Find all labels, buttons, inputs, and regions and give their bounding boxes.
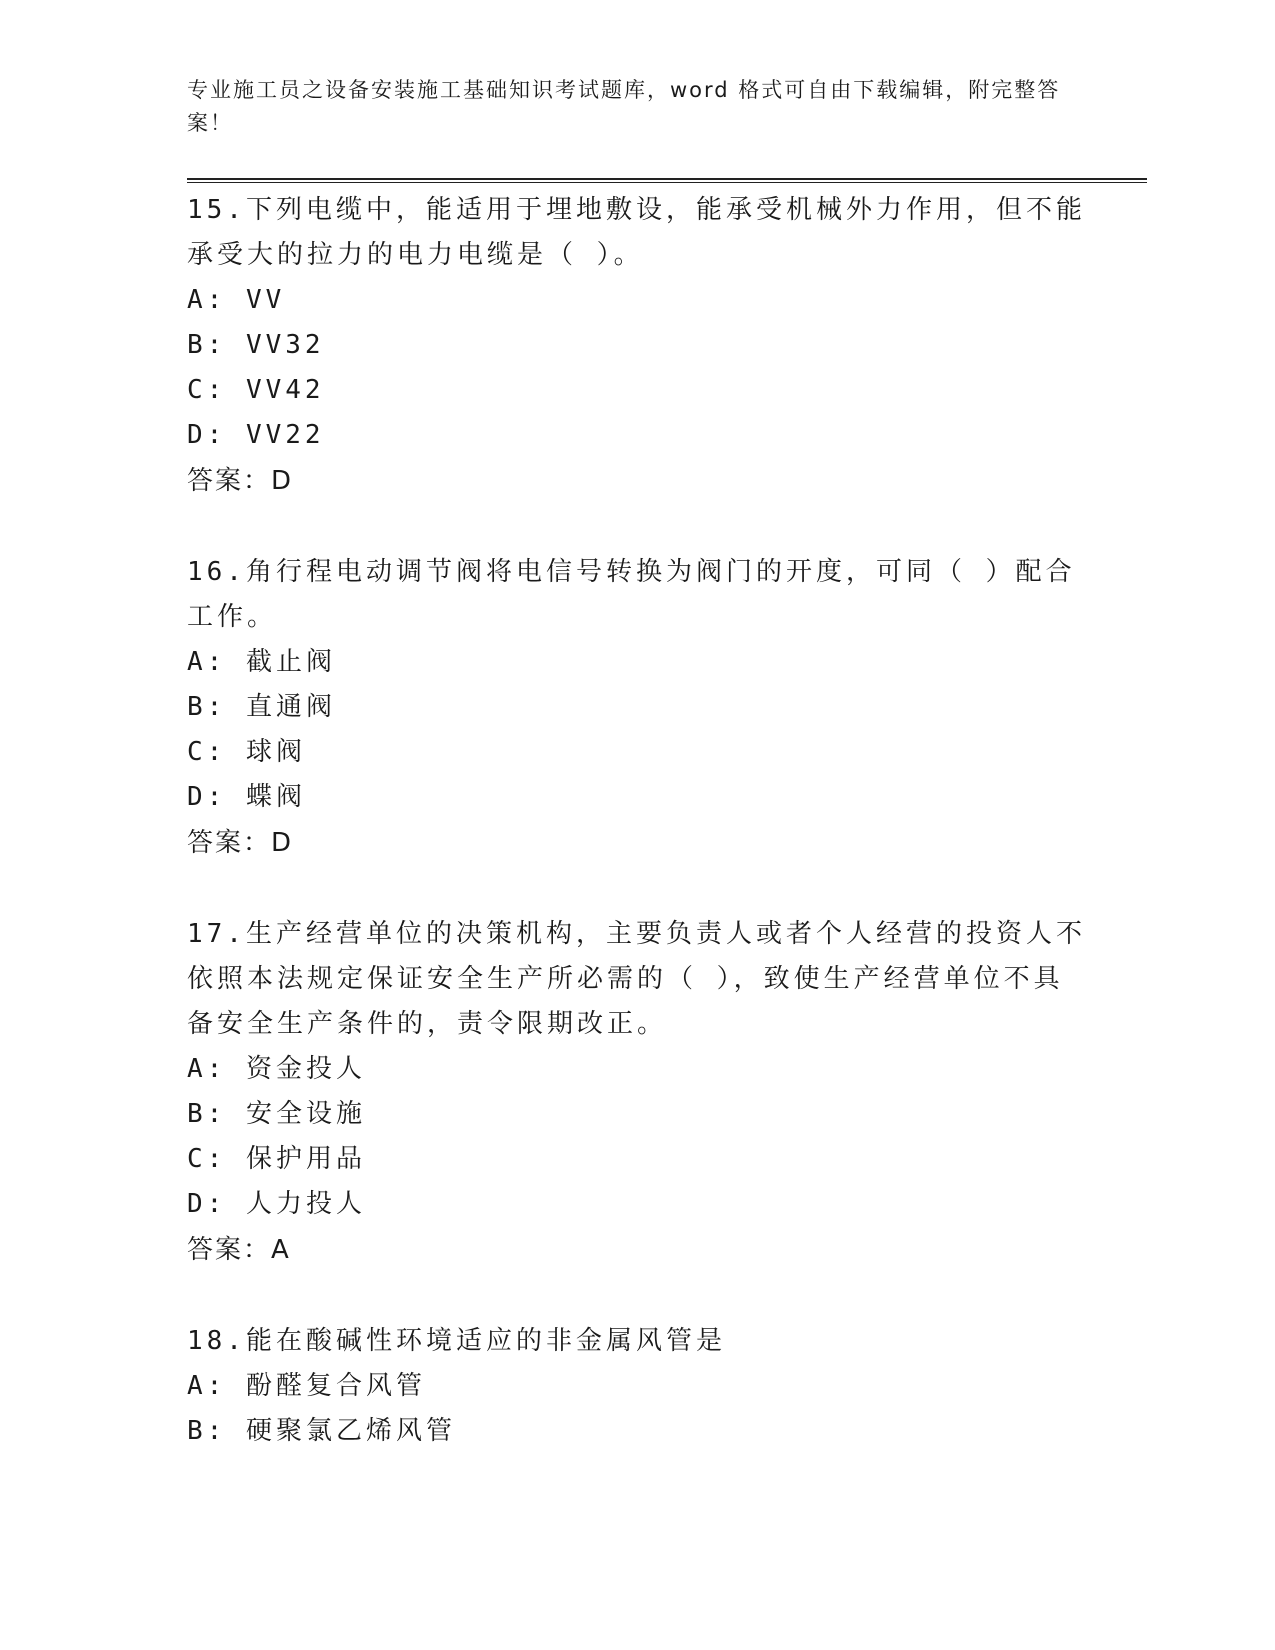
option-list <box>187 278 1087 458</box>
header-divider-thick <box>187 178 1147 180</box>
document-header: 专业施工员之设备安装施工基础知识考试题库，word 格式可自由下载编辑，附完整答案！ <box>187 78 1061 135</box>
option-a: A: 截止阀 <box>187 647 336 677</box>
answer: 答案：A <box>187 1235 291 1265</box>
question-stem: 17.生产经营单位的决策机构，主要负责人或者个人经营的投资人不依照本法规定保证安全生产所必需的（ ），致使生产经营单位不具备安全生产条件的，责令限期改正。 <box>187 919 1086 1039</box>
option-a: A: 资金投人 <box>187 1054 366 1084</box>
option-d: D: 蝶阀 <box>187 782 306 812</box>
option-list <box>187 640 1087 820</box>
option-d: D: 人力投人 <box>187 1189 366 1219</box>
option-c: C: VV42 <box>187 375 325 405</box>
option-list <box>187 1364 1087 1454</box>
option-c: C: 保护用品 <box>187 1144 366 1174</box>
question-18 <box>187 1319 1087 1454</box>
option-b: B: 安全设施 <box>187 1099 366 1129</box>
header-divider-thin <box>187 182 1147 183</box>
option-b: B: 硬聚氯乙烯风管 <box>187 1416 456 1446</box>
answer: 答案：D <box>187 466 294 496</box>
question-stem: 15.下列电缆中，能适用于埋地敷设，能承受机械外力作用，但不能承受大的拉力的电力电缆是（ ）。 <box>187 195 1086 270</box>
option-b: B: 直通阀 <box>187 692 336 722</box>
question-stem: 18.能在酸碱性环境适应的非金属风管是 <box>187 1326 726 1356</box>
answer: 答案：D <box>187 828 294 858</box>
option-d: D: VV22 <box>187 420 325 450</box>
option-a: A: VV <box>187 285 286 315</box>
question-17 <box>187 912 1087 1273</box>
question-16 <box>187 550 1087 866</box>
option-list <box>187 1047 1087 1227</box>
question-stem: 16.角行程电动调节阀将电信号转换为阀门的开度，可同（ ）配合工作。 <box>187 557 1076 632</box>
question-list <box>187 188 1087 1500</box>
question-15 <box>187 188 1087 504</box>
option-b: B: VV32 <box>187 330 325 360</box>
option-c: C: 球阀 <box>187 737 306 767</box>
option-a: A: 酚醛复合风管 <box>187 1371 426 1401</box>
